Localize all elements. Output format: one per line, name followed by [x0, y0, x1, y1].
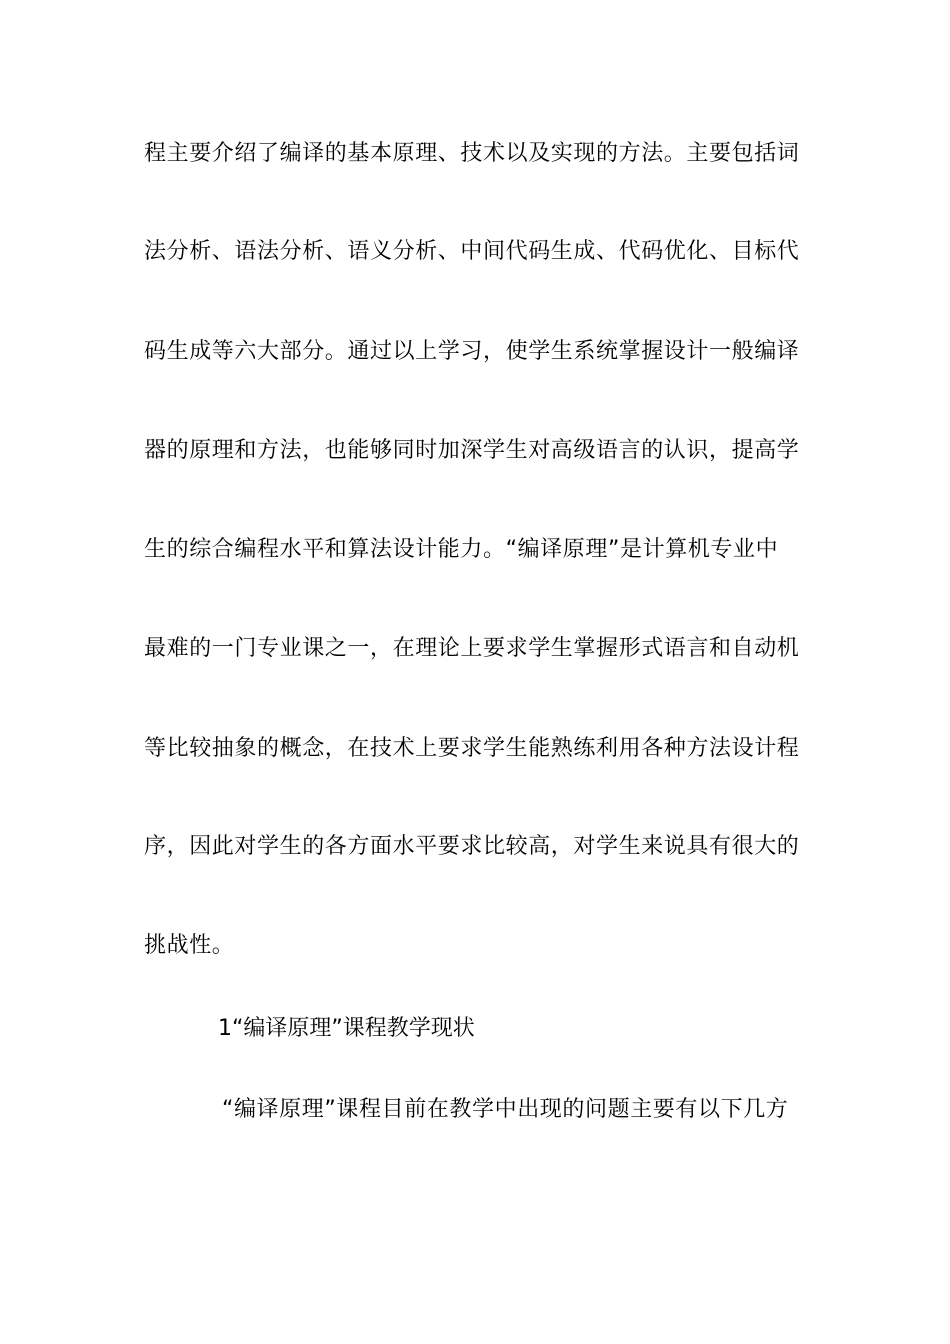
- paragraph-line: 程主要介绍了编译的基本原理、技术以及实现的方法。主要包括词: [144, 141, 800, 166]
- paragraph-line: 法分析、语法分析、语义分析、中间代码生成、代码优化、目标代: [144, 239, 800, 264]
- section-heading: 1“编译原理”课程教学现状: [218, 1016, 475, 1041]
- paragraph-line: “编译原理”课程目前在教学中出现的问题主要有以下几方: [222, 1097, 789, 1122]
- paragraph-line: 等比较抽象的概念，在技术上要求学生能熟练利用各种方法设计程: [144, 736, 800, 761]
- paragraph-line: 生的综合编程水平和算法设计能力。“编译原理”是计算机专业中: [144, 537, 779, 562]
- paragraph-line: 序，因此对学生的各方面水平要求比较高，对学生来说具有很大的: [144, 834, 800, 859]
- paragraph-line: 码生成等六大部分。通过以上学习，使学生系统掌握设计一般编译: [144, 339, 800, 364]
- paragraph-line: 器的原理和方法，也能够同时加深学生对高级语言的认识，提高学: [144, 438, 800, 463]
- paragraph-line: 最难的一门专业课之一，在理论上要求学生掌握形式语言和自动机: [144, 636, 800, 661]
- paragraph-line: 挑战性。: [144, 933, 235, 958]
